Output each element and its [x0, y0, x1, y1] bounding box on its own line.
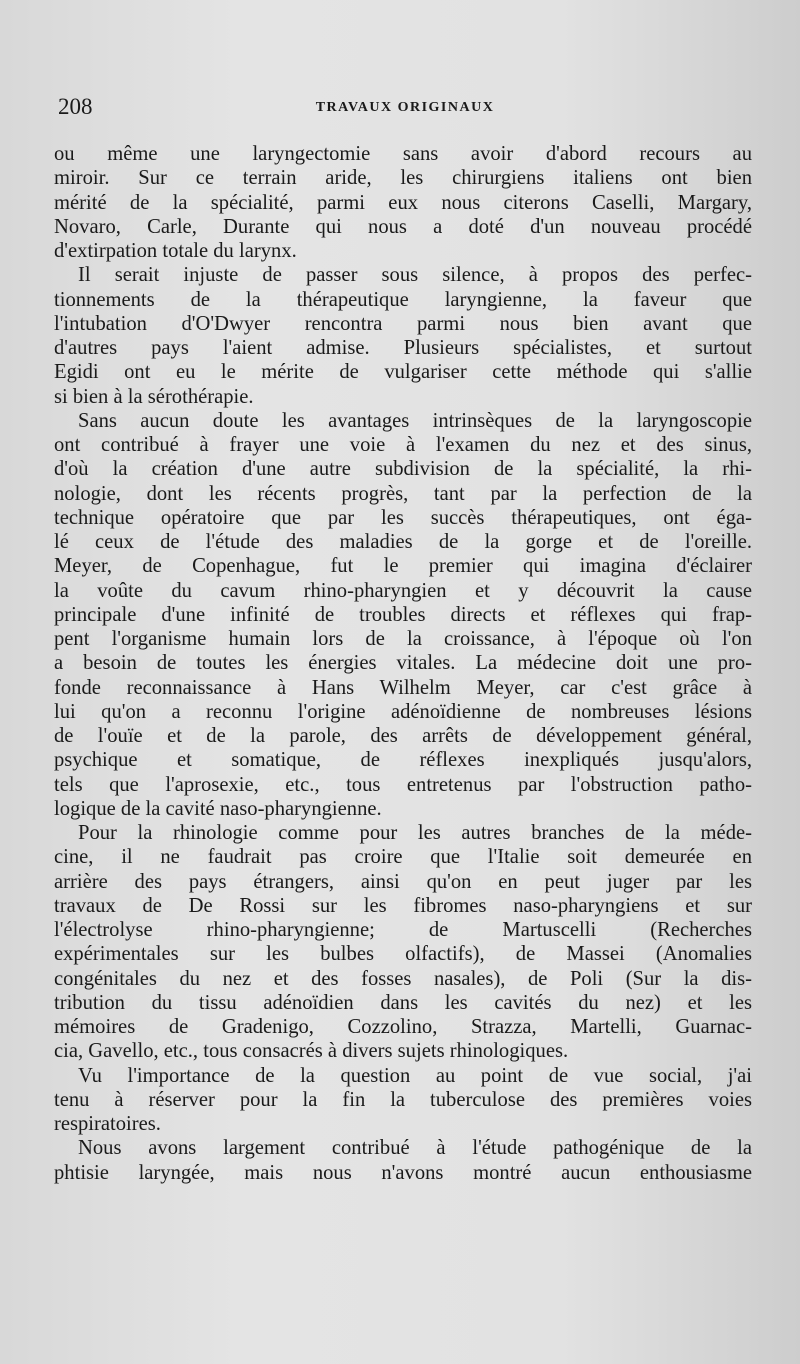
text-line: Nous avons largement contribué à l'étude pathogénique de la	[78, 1137, 752, 1160]
text-line: tionnements de la thérapeutique laryngienne, la faveur que	[54, 288, 752, 311]
text-line: Novaro, Carle, Durante qui nous a doté d'un nouveau procédé	[54, 215, 752, 238]
text-line: lui qu'on a reconnu l'origine adénoïdienne de nombreuses lésions	[54, 700, 752, 723]
text-line: lé ceux de l'étude des maladies de la gorge et de l'oreille.	[54, 531, 752, 553]
text-line: ou même une laryngectomie sans avoir d'abord recours au	[54, 143, 752, 165]
text-line: cine, il ne faudrait pas croire que l'Italie soit demeurée en	[54, 846, 752, 869]
text-line: psychique et somatique, de réflexes inexpliqués jusqu'alors,	[54, 749, 752, 772]
text-line: tribution du tissu adénoïdien dans les cavités du nez) et les	[54, 991, 752, 1014]
text-line: Meyer, de Copenhague, fut le premier qui imagina d'éclairer	[54, 555, 752, 578]
text-line: l'intubation d'O'Dwyer rencontra parmi nous bien avant que	[54, 312, 752, 335]
text-line: d'autres pays l'aient admise. Plusieurs spécialistes, et surtout	[54, 337, 752, 359]
text-line: cia, Gavello, etc., tous consacrés à divers sujets rhinologiques.	[54, 1040, 569, 1063]
text-line: tenu à réserver pour la fin la tuberculose des premières voies	[54, 1088, 752, 1111]
text-line: la voûte du cavum rhino-pharyngien et y découvrit la cause	[54, 579, 752, 602]
text-line: d'extirpation totale du larynx.	[54, 240, 297, 262]
text-line: Egidi ont eu le mérite de vulgariser cette méthode qui s'allie	[54, 361, 752, 384]
text-line: technique opératoire que par les succès thérapeutiques, ont éga-	[54, 506, 752, 529]
text-line: pent l'organisme humain lors de la croissance, à l'époque où l'on	[54, 628, 752, 650]
text-line: principale d'une infinité de troubles directs et réflexes qui frap-	[54, 603, 752, 626]
text-line: Il serait injuste de passer sous silence, à propos des perfec-	[78, 264, 752, 287]
text-line: miroir. Sur ce terrain aride, les chirurgiens italiens ont bien	[54, 167, 752, 190]
text-line: mérité de la spécialité, parmi eux nous citerons Caselli, Margary,	[54, 191, 752, 214]
text-line: expérimentales sur les bulbes olfactifs), de Massei (Anomalies	[54, 943, 752, 966]
text-line: logique de la cavité naso-pharyngienne.	[54, 797, 382, 820]
text-line: nologie, dont les récents progrès, tant par la perfection de la	[54, 482, 752, 505]
page-header	[58, 94, 752, 124]
text-line: si bien à la sérothérapie.	[54, 385, 254, 408]
text-line: ont contribué à frayer une voie à l'examen du nez et des sinus,	[54, 434, 752, 456]
text-line: respiratoires.	[54, 1113, 161, 1135]
text-line: mémoires de Gradenigo, Cozzolino, Strazza, Martelli, Guarnac-	[54, 1016, 752, 1038]
text-line: l'électrolyse rhino-pharyngienne; de Martuscelli (Recherches	[54, 919, 752, 941]
body-text	[54, 142, 752, 1185]
text-line: congénitales du nez et des fosses nasales), de Poli (Sur la dis-	[54, 967, 752, 990]
running-title: TRAVAUX ORIGINAUX	[315, 100, 495, 115]
text-line: d'où la création d'une autre subdivision de la spécialité, la rhi-	[54, 458, 752, 481]
text-line: tels que l'aprosexie, etc., tous entretenus par l'obstruction patho-	[54, 773, 752, 796]
text-line: Pour la rhinologie comme pour les autres branches de la méde-	[78, 822, 752, 844]
text-line: fonde reconnaissance à Hans Wilhelm Meyer, car c'est grâce à	[54, 676, 752, 699]
text-line: Sans aucun doute les avantages intrinsèques de la laryngoscopie	[78, 409, 752, 432]
text-line: arrière des pays étrangers, ainsi qu'on en peut juger par les	[54, 870, 752, 893]
text-line: a besoin de toutes les énergies vitales. La médecine doit une pro-	[54, 652, 752, 675]
text-line: travaux de De Rossi sur les fibromes naso-pharyngiens et sur	[54, 894, 752, 917]
page-number: 208	[58, 94, 93, 119]
text-line: phtisie laryngée, mais nous n'avons montré aucun enthousiasme	[54, 1161, 752, 1184]
text-line: de l'ouïe et de la parole, des arrêts de développement général,	[54, 725, 752, 747]
text-line: Vu l'importance de la question au point de vue social, j'ai	[78, 1064, 752, 1087]
